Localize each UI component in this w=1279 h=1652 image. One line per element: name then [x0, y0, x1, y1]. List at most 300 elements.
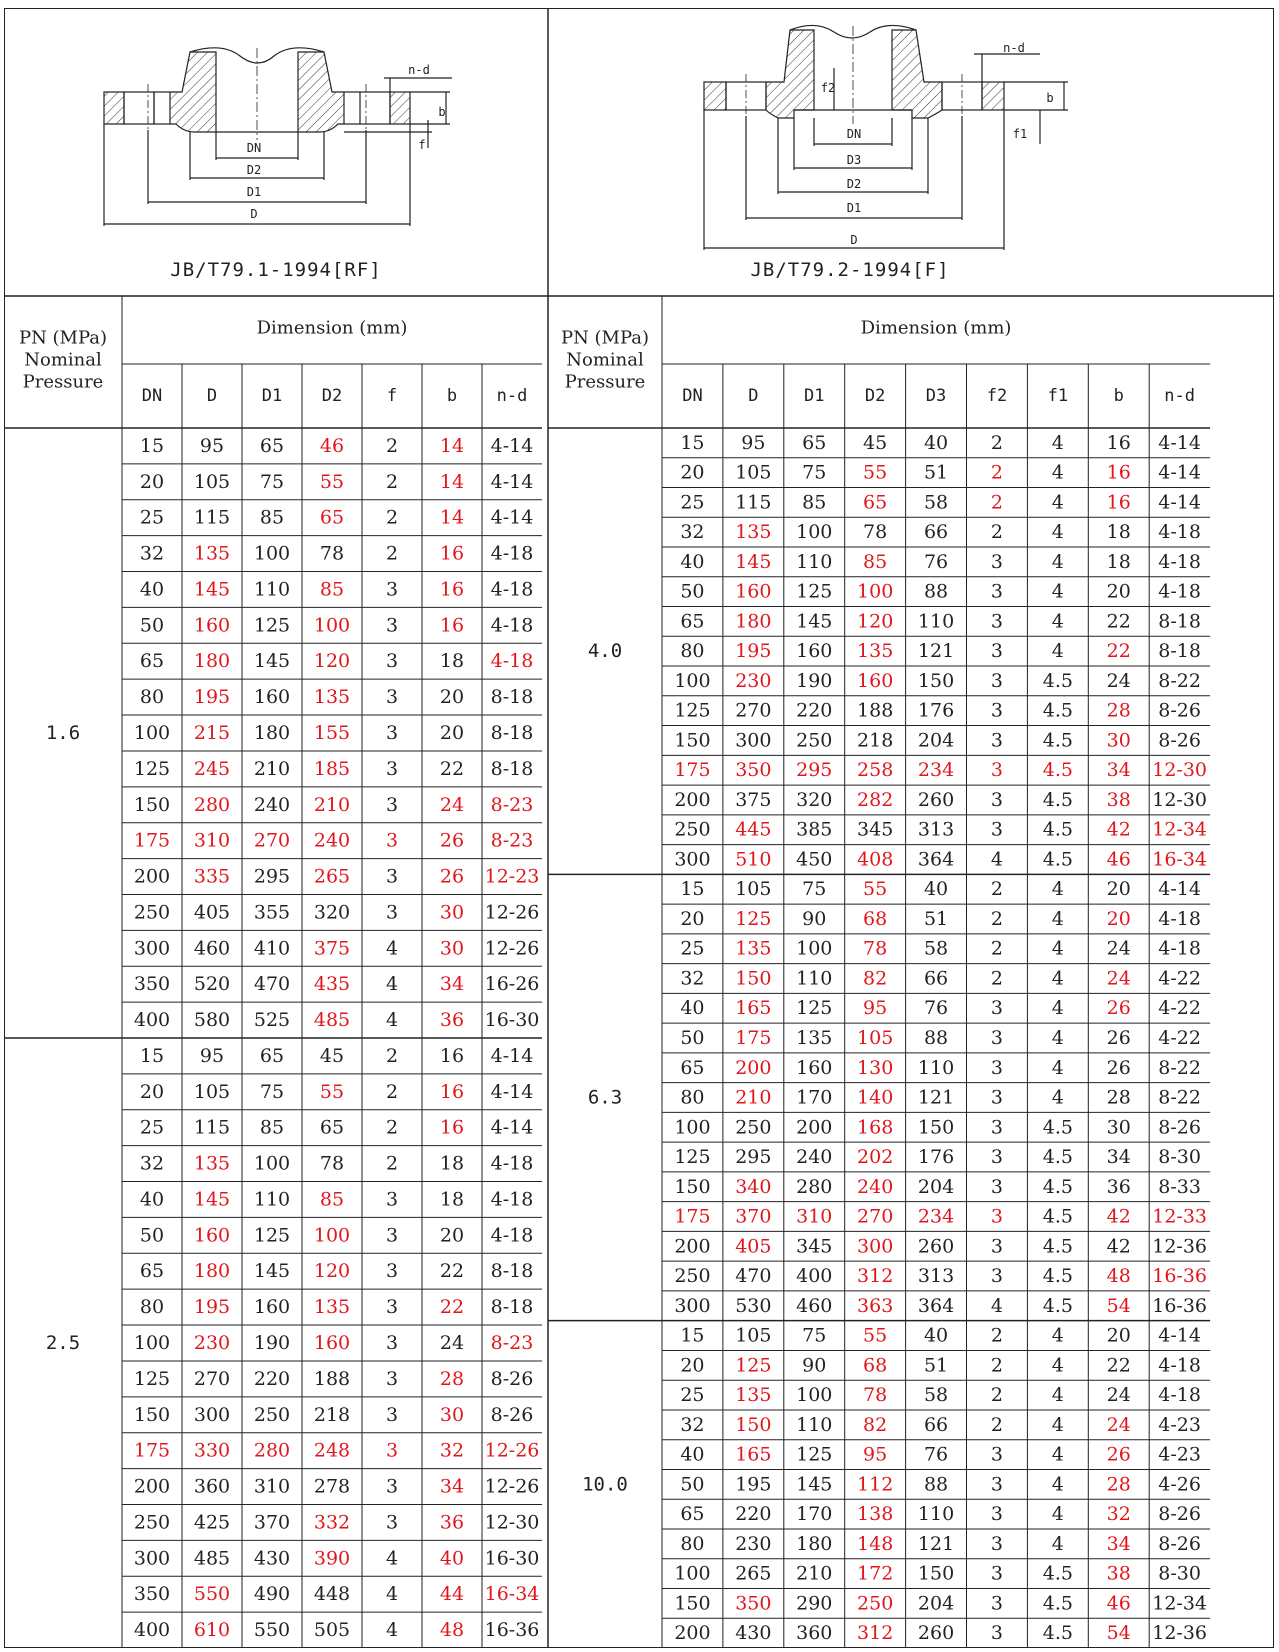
rf-cell: 485: [193, 1547, 231, 1570]
rf-cell: 135: [313, 686, 351, 709]
f-cell: 54: [1106, 1294, 1131, 1317]
rf-cell: 360: [193, 1475, 231, 1498]
rf-cell: 3: [385, 1260, 399, 1283]
f-cell: 120: [857, 610, 894, 633]
rf-cell: 180: [253, 722, 291, 744]
rf-cell: 8-18: [490, 686, 534, 709]
f-cell: 4.5: [1042, 818, 1073, 841]
rf-cell: 195: [193, 686, 231, 709]
rf-cell: 30: [439, 1403, 465, 1426]
f-cell: 4-18: [1158, 550, 1201, 573]
f-cell: 15: [680, 1324, 705, 1347]
rf-cell: 460: [193, 937, 231, 960]
f-cell: 350: [735, 1592, 772, 1615]
rf-col-header: DN: [141, 386, 163, 406]
f-cell: 300: [735, 729, 772, 752]
f-cell: 148: [857, 1532, 894, 1555]
rf-col-header: b: [446, 386, 458, 406]
rf-cell: 95: [199, 434, 225, 457]
rf-cell: 100: [313, 614, 351, 637]
f-cell: 24: [1106, 1384, 1131, 1407]
f-cell: 78: [863, 521, 888, 544]
f-cell: 3: [990, 1175, 1003, 1198]
rf-cell: 4-18: [490, 578, 534, 601]
f-cell: 345: [796, 1235, 833, 1258]
f-cell: 8-26: [1158, 699, 1201, 722]
f-cell: 360: [796, 1622, 833, 1645]
f-cell: 66: [923, 967, 949, 990]
f-cell: 3: [990, 1592, 1003, 1615]
f-cell: 172: [857, 1562, 894, 1585]
f-cell: 45: [863, 431, 888, 454]
f-cell: 190: [796, 669, 833, 692]
rf-cell: 40: [139, 578, 165, 601]
rf-cell: 16-36: [484, 1619, 540, 1642]
rf-cell: 410: [253, 937, 291, 960]
rf-cell: 4: [385, 1547, 399, 1570]
f-cell: 110: [796, 1413, 833, 1436]
f-cell: 385: [796, 818, 833, 841]
f-cell: 2: [990, 491, 1003, 514]
rf-cell: 34: [439, 1475, 465, 1498]
rf-cell: 180: [193, 650, 231, 673]
f-cell: 4: [1051, 1027, 1064, 1049]
rf-cell: 188: [313, 1367, 351, 1390]
rf-cell: 280: [253, 1439, 291, 1462]
f-cell: 110: [917, 1503, 955, 1526]
rf-drawing-label: b: [438, 105, 446, 119]
rf-cell: 48: [439, 1619, 465, 1642]
f-cell: 121: [917, 1086, 955, 1109]
f-cell: 204: [917, 1175, 955, 1198]
f-cell: 22: [1106, 1354, 1131, 1377]
f-cell: 3: [990, 1265, 1003, 1288]
f-col-header: n-d: [1164, 386, 1196, 406]
f-cell: 3: [990, 1503, 1003, 1526]
rf-cell: 16: [439, 542, 465, 565]
f-cell: 363: [857, 1294, 894, 1317]
f-cell: 150: [917, 1562, 955, 1585]
f-cell: 140: [857, 1086, 894, 1109]
f-cell: 4.5: [1042, 1265, 1073, 1288]
f-cell: 80: [680, 1086, 705, 1109]
rf-cell: 4-18: [490, 1188, 534, 1211]
f-cell: 26: [1106, 1027, 1131, 1049]
rf-cell: 4: [385, 937, 399, 960]
f-cell: 408: [857, 848, 894, 871]
rf-cell: 330: [193, 1439, 231, 1462]
rf-cell: 175: [133, 829, 171, 852]
rf-cell: 75: [259, 1080, 285, 1103]
f-cell: 375: [735, 788, 772, 811]
f-cell: 100: [796, 521, 833, 544]
f-cell: 3: [990, 1027, 1003, 1049]
f-cell: 3: [990, 997, 1003, 1020]
f-cell: 4-14: [1158, 431, 1201, 454]
f-cell: 4: [1051, 580, 1064, 603]
rf-cell: 210: [253, 757, 291, 780]
rf-cell: 8-26: [490, 1403, 534, 1426]
f-cell: 300: [857, 1235, 894, 1258]
f-cell: 150: [917, 1116, 955, 1139]
rf-cell: 65: [259, 1044, 285, 1067]
f-cell: 250: [735, 1116, 772, 1139]
rf-cell: 180: [193, 1260, 231, 1283]
rf-cell: 30: [439, 901, 465, 924]
rf-cell: 4: [385, 973, 399, 996]
rf-drawing-label: D2: [246, 163, 262, 177]
f-cell: 25: [680, 937, 705, 960]
rf-cell: 215: [193, 722, 231, 744]
f-cell: 51: [923, 461, 949, 484]
rf-drawing-label: D1: [246, 185, 262, 199]
f-cell: 4: [1051, 967, 1064, 990]
rf-cell: 155: [313, 722, 351, 744]
f-cell: 3: [990, 1562, 1003, 1585]
rf-cell: 3: [385, 1224, 399, 1247]
rf-cell: 310: [193, 829, 231, 852]
f-cell: 160: [857, 669, 894, 692]
rf-col-header: D1: [261, 386, 283, 406]
f-cell: 12-36: [1152, 1235, 1208, 1258]
f-cell: 125: [735, 1354, 772, 1377]
f-cell: 66: [923, 1413, 949, 1436]
f-cell: 40: [680, 1443, 705, 1466]
f-cell: 34: [1106, 1532, 1131, 1555]
f-cell: 3: [990, 1116, 1003, 1139]
rf-cell: 390: [313, 1547, 351, 1570]
rf-cell: 3: [385, 757, 399, 780]
rf-cell: 18: [439, 1152, 465, 1175]
rf-cell: 50: [139, 614, 165, 637]
rf-cell: 3: [385, 1367, 399, 1390]
rf-cell: 2: [385, 470, 399, 493]
rf-cell: 470: [253, 973, 291, 996]
f-cell: 180: [796, 1532, 833, 1555]
f-cell: 125: [796, 997, 833, 1020]
f-cell: 105: [857, 1027, 894, 1049]
rf-cell: 15: [139, 434, 165, 457]
f-cell: 270: [857, 1205, 894, 1228]
rf-cell: 12-26: [484, 901, 540, 924]
f-cell: 145: [796, 1473, 833, 1496]
f-cell: 4: [1051, 610, 1064, 633]
f-cell: 8-26: [1158, 1532, 1201, 1555]
rf-cell: 46: [319, 434, 345, 457]
f-cell: 2: [990, 937, 1003, 960]
f-cell: 204: [917, 1592, 955, 1615]
rf-cell: 125: [253, 1224, 291, 1247]
rf-cell: 30: [439, 937, 465, 960]
f-cell: 24: [1106, 967, 1131, 990]
f-cell: 150: [735, 967, 772, 990]
rf-cell: 300: [193, 1403, 231, 1426]
f-cell: 40: [923, 878, 949, 901]
f-cell: 2: [990, 907, 1003, 930]
f-cell: 3: [990, 1056, 1003, 1079]
rf-cell: 355: [253, 901, 291, 924]
f-cell: 4: [1051, 1443, 1064, 1466]
rf-cell: 16: [439, 614, 465, 637]
f-cell: 4-23: [1158, 1413, 1201, 1436]
f-cell: 350: [735, 759, 772, 782]
f-cell: 95: [741, 431, 766, 454]
rf-cell: 2: [385, 1044, 399, 1067]
f-cell: 4.5: [1042, 788, 1073, 811]
f-cell: 180: [735, 610, 772, 633]
f-cell: 85: [863, 550, 888, 573]
rf-cell: 115: [193, 1116, 231, 1139]
f-cell: 28: [1106, 1473, 1131, 1496]
f-cell: 175: [735, 1027, 772, 1049]
rf-cell: 22: [439, 1260, 465, 1283]
rf-cell: 44: [439, 1583, 465, 1606]
f-cell: 30: [1106, 1116, 1131, 1139]
f-cell: 4-18: [1158, 937, 1201, 960]
f-cell: 195: [735, 640, 772, 663]
f-cell: 310: [796, 1205, 833, 1228]
rf-cell: 2: [385, 1116, 399, 1139]
f-cell: 46: [1106, 848, 1131, 871]
f-cell: 55: [863, 878, 888, 901]
rf-cell: 8-18: [490, 1296, 534, 1319]
rf-cell: 265: [313, 865, 351, 888]
f-cell: 230: [735, 669, 772, 692]
f-cell: 42: [1106, 1205, 1131, 1228]
rf-cell: 20: [439, 686, 465, 709]
f-cell: 20: [680, 907, 705, 930]
rf-cell: 195: [193, 1296, 231, 1319]
f-cell: 12-33: [1152, 1205, 1208, 1228]
f-cell: 100: [674, 1562, 711, 1585]
rf-cell: 300: [133, 1547, 171, 1570]
f-cell: 3: [990, 759, 1003, 782]
rf-cell: 4-18: [490, 542, 534, 565]
rf-cell: 150: [133, 1403, 171, 1426]
rf-cell: 280: [193, 793, 231, 816]
f-cell: 20: [680, 1354, 705, 1377]
f-cell: 125: [735, 907, 772, 930]
rf-cell: 65: [139, 650, 165, 673]
f-cell: 3: [990, 1473, 1003, 1496]
f-cell: 4.5: [1042, 1146, 1073, 1169]
f-cell: 68: [863, 1354, 888, 1377]
rf-col-header: D2: [321, 386, 343, 406]
rf-cell: 24: [439, 1332, 465, 1354]
rf-cell: 100: [133, 722, 171, 744]
rf-cell: 50: [139, 1224, 165, 1247]
f-cell: 105: [735, 1324, 772, 1347]
f-cell: 3: [990, 788, 1003, 811]
f-drawing-label: DN: [846, 127, 862, 141]
f-col-header: f2: [986, 386, 1008, 406]
rf-cell: 185: [313, 757, 351, 780]
rf-cell: 24: [439, 793, 465, 816]
f-cell: 470: [735, 1265, 772, 1288]
rf-cell: 16: [439, 1080, 465, 1103]
f-cell: 364: [917, 1294, 955, 1317]
f-cell: 8-22: [1158, 1086, 1201, 1109]
f-cell: 51: [923, 1354, 949, 1377]
f-cell: 16-36: [1152, 1294, 1208, 1317]
rf-drawing-label: D: [250, 207, 258, 221]
f-cell: 234: [917, 1205, 955, 1228]
f-drawing-label: D: [850, 233, 858, 247]
f-cell: 88: [923, 1473, 949, 1496]
f-cell: 3: [990, 1532, 1003, 1555]
f-cell: 2: [990, 461, 1003, 484]
f-cell: 460: [796, 1294, 833, 1317]
rf-cell: 2: [385, 1152, 399, 1175]
f-cell: 3: [990, 580, 1003, 603]
f-cell: 265: [735, 1562, 772, 1585]
rf-cell: 200: [133, 1475, 171, 1498]
f-cell: 4.5: [1042, 1116, 1073, 1139]
f-cell: 8-18: [1158, 610, 1201, 633]
f-cell: 12-34: [1152, 1592, 1208, 1615]
f-cell: 430: [735, 1622, 772, 1645]
f-cell: 3: [990, 640, 1003, 663]
f-cell: 150: [735, 1413, 772, 1436]
f-cell: 55: [863, 461, 888, 484]
f-cell: 200: [735, 1056, 772, 1079]
f-cell: 16-34: [1152, 848, 1208, 871]
rf-cell: 610: [193, 1619, 231, 1642]
rf-cell: 14: [439, 506, 465, 529]
rf-cell: 160: [253, 686, 291, 709]
f-cell: 320: [796, 788, 833, 811]
rf-cell: 16: [439, 1116, 465, 1139]
rf-cell: 110: [253, 578, 291, 601]
f-cell: 200: [796, 1116, 833, 1139]
rf-pn-value: 2.5: [45, 1332, 81, 1354]
f-cell: 300: [674, 848, 711, 871]
f-dimension-header: Dimension (mm): [860, 317, 1012, 339]
rf-cell: 550: [253, 1619, 291, 1642]
rf-cell: 8-18: [490, 1260, 534, 1283]
f-cell: 175: [674, 1205, 711, 1228]
f-pn-value: 10.0: [582, 1473, 628, 1496]
f-cell: 135: [857, 640, 894, 663]
f-cell: 4: [1051, 550, 1064, 573]
f-cell: 8-26: [1158, 1116, 1201, 1139]
f-cell: 85: [802, 491, 827, 514]
f-cell: 405: [735, 1235, 772, 1258]
f-cell: 450: [796, 848, 833, 871]
f-cell: 50: [680, 580, 705, 603]
rf-cell: 8-26: [490, 1367, 534, 1390]
dimension-tables: [4, 8, 1274, 1648]
rf-cell: 65: [259, 434, 285, 457]
rf-cell: 80: [139, 1296, 165, 1319]
f-cell: 75: [802, 461, 827, 484]
f-cell: 165: [735, 997, 772, 1020]
rf-cell: 25: [139, 506, 165, 529]
rf-cell: 8-23: [490, 829, 534, 852]
f-cell: 4-22: [1158, 1027, 1201, 1049]
f-cell: 50: [680, 1027, 705, 1049]
f-cell: 4.5: [1042, 759, 1073, 782]
f-cell: 2: [990, 1384, 1003, 1407]
f-cell: 295: [796, 759, 833, 782]
rf-cell: 8-18: [490, 757, 534, 780]
rf-cell: 125: [253, 614, 291, 637]
rf-cell: 100: [313, 1224, 351, 1247]
f-cell: 38: [1106, 1562, 1131, 1585]
f-cell: 3: [990, 1443, 1003, 1466]
f-cell: 8-22: [1158, 1056, 1201, 1079]
rf-cell: 190: [253, 1332, 291, 1354]
f-cell: 4-14: [1158, 491, 1201, 514]
rf-cell: 18: [439, 1188, 465, 1211]
rf-cell: 105: [193, 1080, 231, 1103]
rf-cell: 250: [133, 901, 171, 924]
rf-cell: 105: [193, 470, 231, 493]
f-cell: 312: [857, 1622, 894, 1645]
f-cell: 150: [674, 1175, 711, 1198]
f-drawing-label: f1: [1012, 127, 1028, 141]
rf-cell: 490: [253, 1583, 291, 1606]
f-cell: 4: [1051, 937, 1064, 960]
rf-cell: 14: [439, 470, 465, 493]
rf-cell: 145: [193, 578, 231, 601]
f-cell: 4-18: [1158, 907, 1201, 930]
rf-cell: 270: [253, 829, 291, 852]
rf-cell: 350: [133, 1583, 171, 1606]
rf-cell: 40: [439, 1547, 465, 1570]
f-drawing-label: n-d: [1003, 41, 1025, 55]
rf-cell: 45: [319, 1044, 345, 1067]
rf-cell: 100: [133, 1332, 171, 1354]
f-cell: 16: [1106, 491, 1131, 514]
f-cell: 160: [796, 640, 833, 663]
rf-cell: 115: [193, 506, 231, 529]
f-cell: 150: [674, 729, 711, 752]
rf-cell: 100: [253, 542, 291, 565]
rf-drawing-label: DN: [246, 141, 262, 155]
f-cell: 8-30: [1158, 1146, 1201, 1169]
f-cell: 4-23: [1158, 1443, 1201, 1466]
f-pn-value: 4.0: [587, 640, 623, 663]
f-cell: 300: [674, 1294, 711, 1317]
rf-cell: 28: [439, 1367, 465, 1390]
f-cell: 40: [923, 431, 949, 454]
f-col-header: D2: [864, 386, 886, 406]
rf-cell: 16-34: [484, 1583, 540, 1606]
f-cell: 58: [923, 937, 949, 960]
f-cell: 24: [1106, 937, 1131, 960]
f-cell: 4-22: [1158, 967, 1201, 990]
f-cell: 8-18: [1158, 640, 1201, 663]
f-cell: 68: [863, 907, 888, 930]
f-cell: 16: [1106, 431, 1131, 454]
f-cell: 260: [917, 788, 955, 811]
rf-cell: 2: [385, 1080, 399, 1103]
f-cell: 75: [802, 1324, 827, 1347]
rf-dimension-header: Dimension (mm): [256, 317, 408, 339]
f-cell: 15: [680, 431, 705, 454]
f-cell: 8-26: [1158, 729, 1201, 752]
f-cell: 65: [680, 1056, 705, 1079]
f-cell: 40: [680, 997, 705, 1020]
f-cell: 202: [857, 1146, 894, 1169]
rf-cell: 12-26: [484, 1475, 540, 1498]
f-cell: 4.5: [1042, 1294, 1073, 1317]
f-cell: 4.5: [1042, 1175, 1073, 1198]
rf-cell: 110: [253, 1188, 291, 1211]
f-cell: 100: [674, 1116, 711, 1139]
f-cell: 22: [1106, 640, 1131, 663]
